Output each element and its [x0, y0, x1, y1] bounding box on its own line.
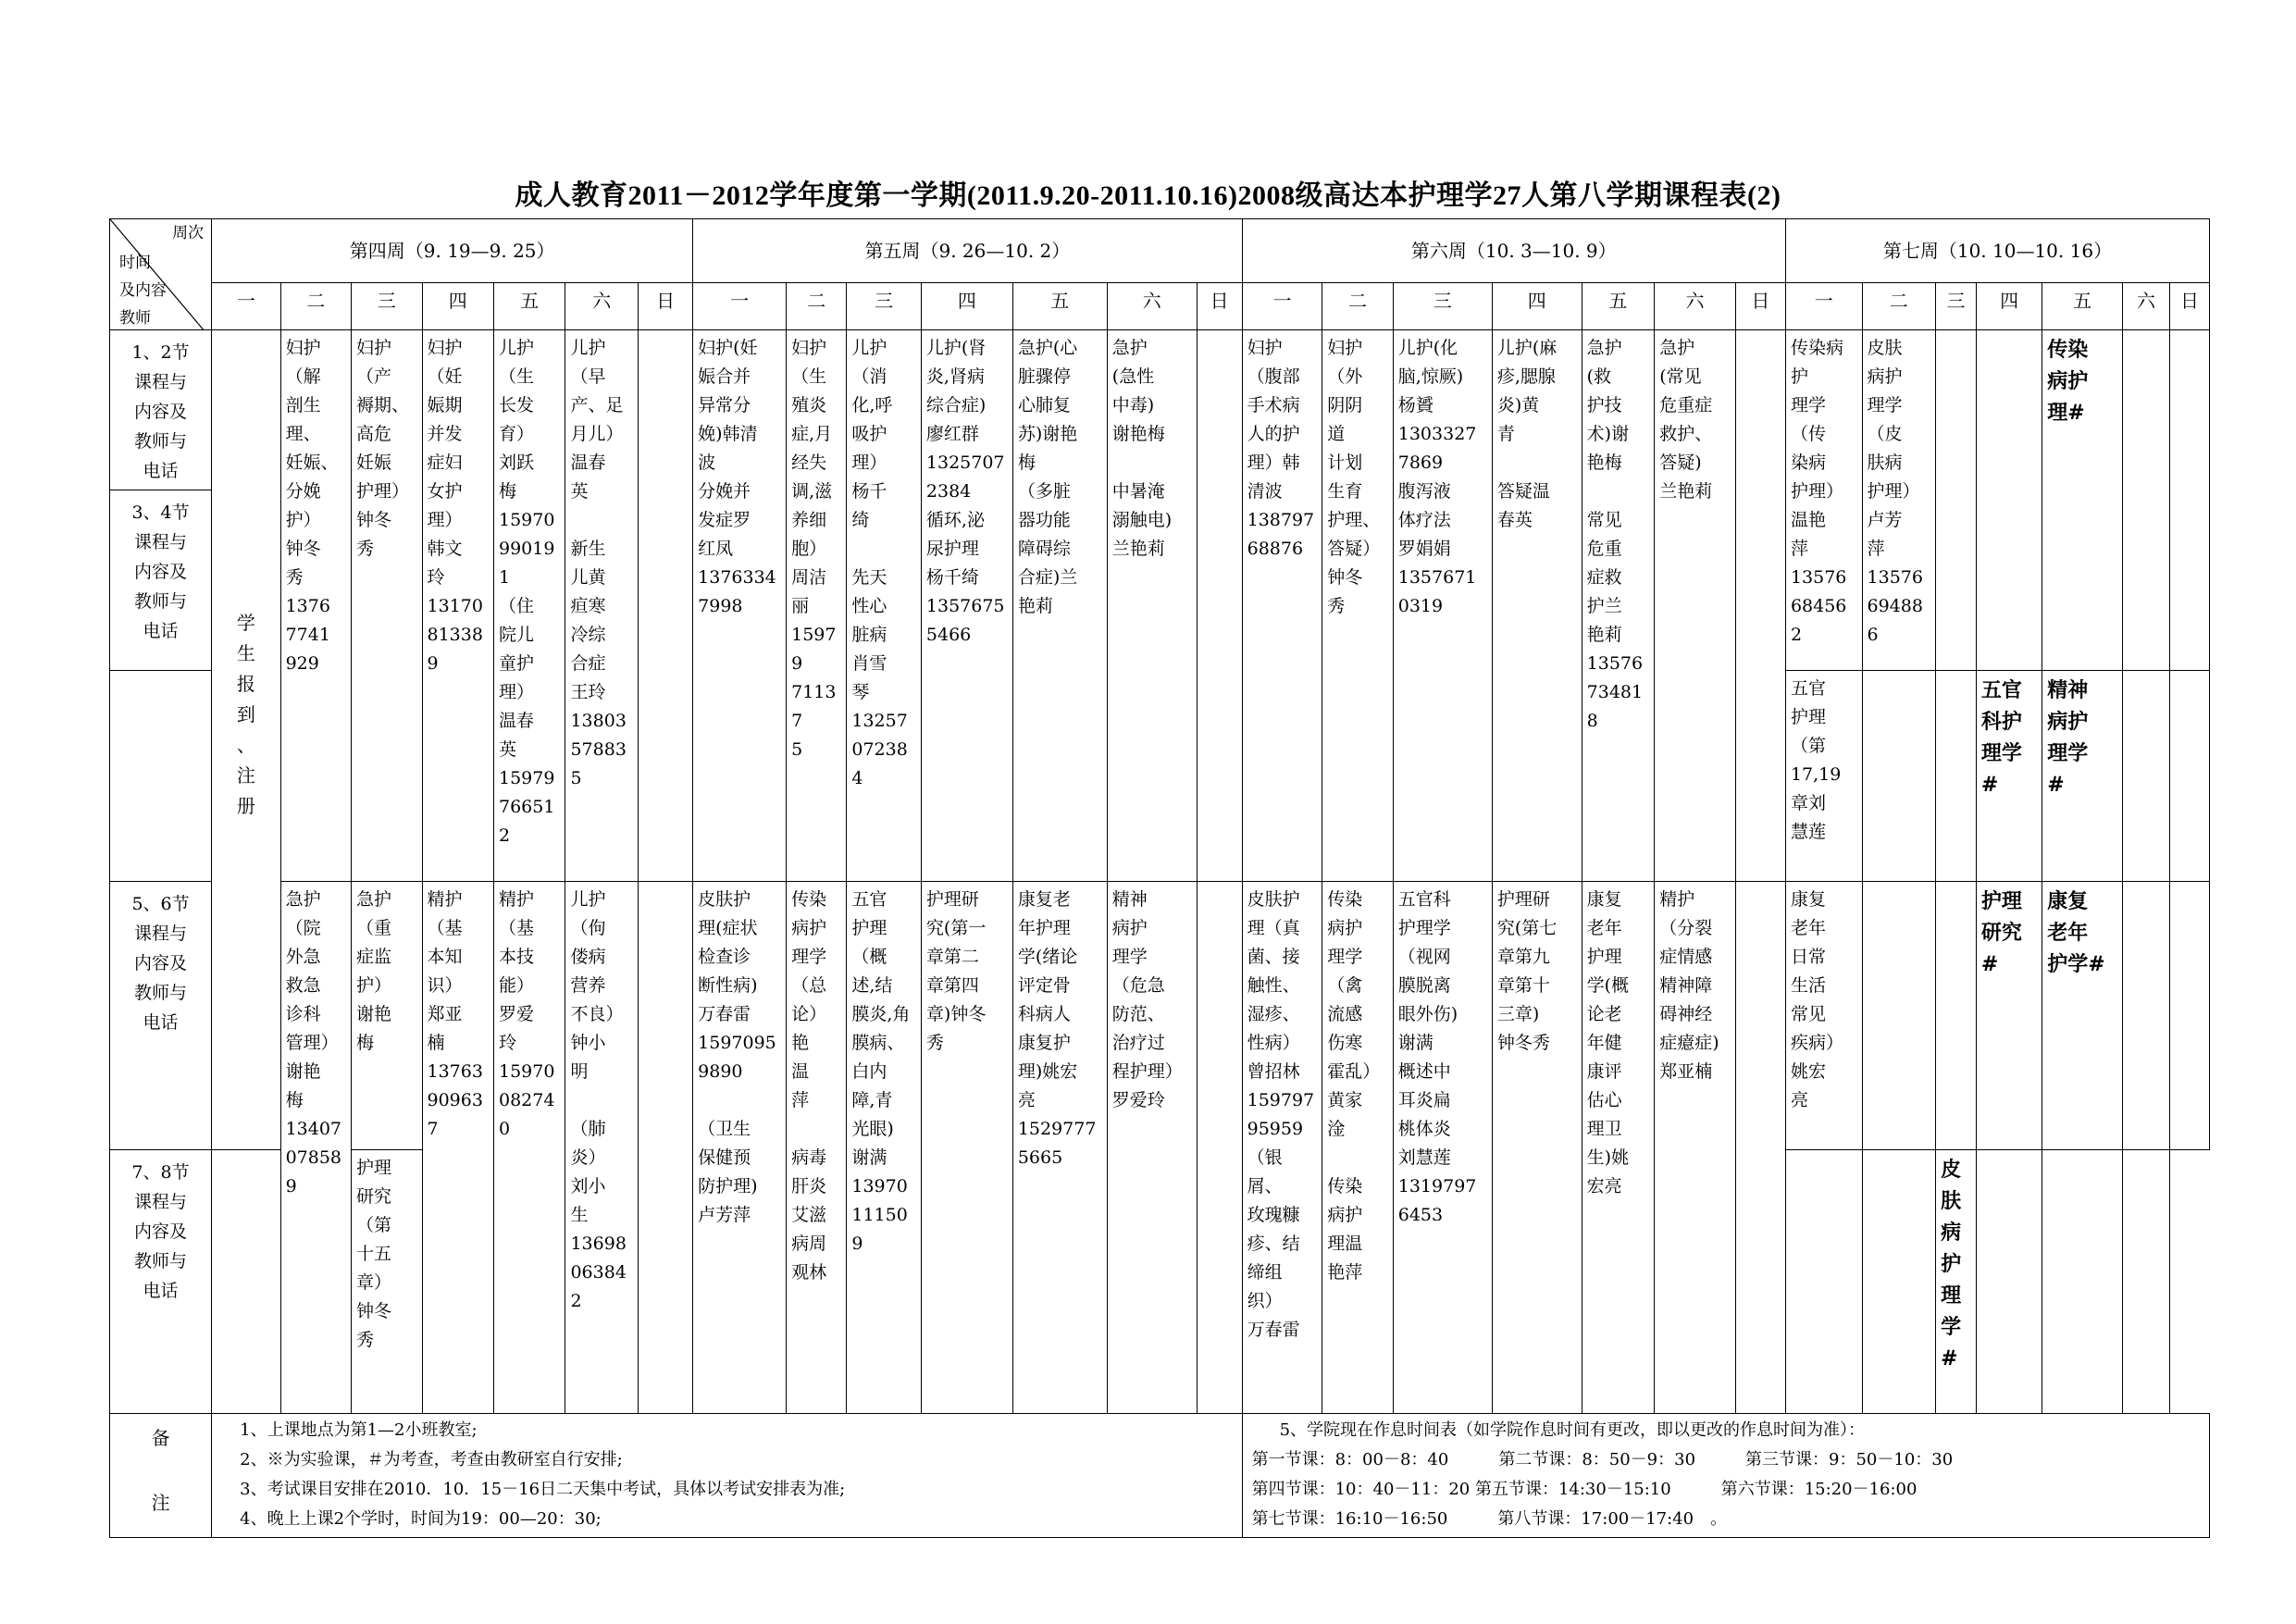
course-cell: 儿护 （生 长发 育） 刘跃 梅 15970 99019 1 （住 院儿 童护 理） 温春 英 15979 76651 2	[493, 330, 565, 882]
day-header: 六	[1655, 283, 1736, 330]
course-cell: 五官科 护理学 （视网 膜脱离 眼外伤) 谢满 概述中 耳炎扁 桃体炎 刘慧莲 1319797 6453	[1393, 882, 1492, 1414]
day-header: 二	[787, 283, 847, 330]
day-header: 四	[1492, 283, 1582, 330]
empty-cell	[638, 330, 692, 882]
day-header: 三	[847, 283, 922, 330]
course-cell: 儿护(化 脑,惊厥) 杨贇 1303327 7869 腹泻液 体疗法 罗娟娟 1357671 0319	[1393, 330, 1492, 882]
course-cell: 急护 (常见 危重症 救护、 答疑) 兰艳莉	[1655, 330, 1736, 882]
table-corner-header	[110, 219, 212, 330]
course-cell: 妇护 （妊 娠期 并发 症妇 女护 理） 韩文 玲 13170 81338 9	[422, 330, 493, 882]
day-header: 六	[1107, 283, 1197, 330]
day-header: 五	[1012, 283, 1107, 330]
course-cell: 儿护 （早 产、足 月儿） 温春 英 新生 儿黄 疸寒 冷综 合症 王玲 13803 57883 5	[565, 330, 639, 882]
day-header: 六	[2122, 283, 2169, 330]
note-item: 5、学院现在作息时间表（如学院作息时间有更改，即以更改的作息时间为准）：	[1279, 1420, 1866, 1440]
day-header: 四	[422, 283, 493, 330]
empty-cell	[1936, 330, 1977, 671]
empty-cell	[2122, 1150, 2169, 1414]
corner-week-label: 周次	[172, 224, 205, 242]
day-header-row	[110, 283, 2210, 330]
week-header-4: 第四周（9. 19—9. 25）	[212, 219, 693, 283]
course-cell: 康复 老年 护理 学(概 论老 年健 康评 估心 理卫 生)姚 宏亮	[1582, 882, 1655, 1414]
empty-cell	[2169, 671, 2209, 882]
course-cell: 传染 病护 理学 （禽 流感 伤寒 霍乱） 黄家 淦 传染 病护 理温 艳萍	[1322, 882, 1393, 1414]
note-item: 1、上课地点为第1—2小班教室;	[240, 1420, 478, 1440]
course-cell: 妇护 （产 褥期、 高危 妊娠 护理） 钟冬 秀	[352, 330, 422, 882]
course-cell: 五官 护理 （第 17,19 章刘 慧莲	[1785, 671, 1862, 882]
day-header: 日	[1735, 283, 1785, 330]
empty-cell	[1197, 330, 1242, 882]
empty-cell	[2169, 330, 2209, 671]
empty-cell	[2169, 882, 2209, 1150]
course-cell: 妇护 （外 阴阴 道 计划 生育 护理、 答疑） 钟冬 秀	[1322, 330, 1393, 882]
empty-cell	[1735, 882, 1785, 1414]
day-header: 日	[2169, 283, 2209, 330]
course-cell: 儿护 （消 化,呼 吸护 理） 杨千 绮 先天 性心 脏病 肖雪 琴 13257 07238 4	[847, 330, 922, 882]
course-cell: 妇护 （解 剖生 理、 妊娠、 分娩 护） 钟冬 秀 1376 7741 929	[280, 330, 351, 882]
empty-cell	[1936, 671, 1977, 882]
notes-label	[110, 1414, 212, 1538]
course-cell: 精护 （基 本知 识） 郑亚 楠 13763 90963 7	[422, 882, 493, 1414]
registration-cell: 学 生 报 到 、 注 册	[212, 330, 280, 1150]
day-header: 日	[1197, 283, 1242, 330]
empty-cell	[1976, 1150, 2042, 1414]
note-item: 3、考试课目安排在2010．10．15－16日二天集中考试，具体以考试安排表为准;	[240, 1480, 846, 1499]
empty-cell	[2122, 671, 2169, 882]
course-cell: 儿护 （佝 偻病 营养 不良） 钟小 明 （肺 炎） 刘小 生 13698 06384 2	[565, 882, 639, 1414]
empty-cell	[1862, 1150, 1936, 1414]
course-cell: 儿护(肾 炎,肾病 综合症) 廖红群 1325707 2384 循环,泌 尿护理 杨千绮 1357675 5466	[921, 330, 1012, 882]
day-header: 一	[1242, 283, 1322, 330]
note-item: 2、※为实验课，＃为考查，考查由教研室自行安排;	[240, 1450, 623, 1469]
slot-label-1-2: 1、2节 课程与 内容及 教师与 电话	[110, 330, 212, 490]
empty-cell	[1862, 671, 1936, 882]
day-header: 五	[2042, 283, 2123, 330]
course-schedule-table	[109, 218, 2210, 1538]
course-cell: 皮肤 病护 理学 #	[1936, 1150, 1977, 1414]
course-cell: 护理研 究(第七 章第九 章第十 三章) 钟冬秀	[1492, 882, 1582, 1414]
course-cell: 护理 研究 #	[1976, 882, 2042, 1150]
day-header: 四	[1976, 283, 2042, 330]
course-cell: 精神 病护 理学 （危急 防范、 治疗过 程护理） 罗爱玲	[1107, 882, 1197, 1414]
empty-cell	[2122, 330, 2169, 671]
day-header: 一	[693, 283, 787, 330]
week-header-6: 第六周（10. 3—10. 9）	[1242, 219, 1785, 283]
week-header-7: 第七周（10. 10—10. 16）	[1785, 219, 2209, 283]
course-cell: 传染 病护 理学 （总 论）艳 温 萍 病毒 肝炎 艾滋 病周 观林	[787, 882, 847, 1414]
course-cell: 儿护(麻 疹,腮腺 炎)黄 青 答疑温 春英	[1492, 330, 1582, 882]
course-cell: 传染 病护 理#	[2042, 330, 2123, 671]
day-header: 二	[1862, 283, 1936, 330]
empty-cell	[1197, 882, 1242, 1414]
slot-row-5-6	[110, 882, 2210, 1150]
corner-time-label: 时间 及内容 教师	[119, 254, 167, 328]
course-cell: 急护(心 脏骤停 心肺复 苏)谢艳 梅 （多脏 器功能 障碍综 合症)兰 艳莉	[1012, 330, 1107, 882]
day-header: 五	[493, 283, 565, 330]
empty-cell	[110, 671, 212, 882]
slot-label-7-8: 7、8节 课程与 内容及 教师与 电话	[110, 1150, 212, 1414]
course-cell: 康复老 年护理 学(绪论 评定骨 科病人 康复护 理)姚宏 亮 1529777 5665	[1012, 882, 1107, 1414]
course-cell: 传染病护 理学 （传 染病 护理） 温艳 萍 13576 68456 2	[1785, 330, 1862, 671]
empty-cell	[638, 882, 692, 1414]
course-cell: 精护 （基 本技 能） 罗爱 玲 15970 08274 0	[493, 882, 565, 1414]
timetable-row: 第一节课：8：00－8：40 第二节课：8：50－9：30 第三节课：9：50－10：30	[1251, 1450, 1954, 1469]
day-header: 四	[921, 283, 1012, 330]
empty-cell	[1785, 1150, 1862, 1414]
notes-right	[1242, 1414, 2209, 1538]
notes-label-a: 备	[151, 1427, 170, 1449]
course-cell: 妇护(妊 娠合并 异常分 娩)韩清 波 分娩并 发症罗 红凤 1376334 7998	[693, 330, 787, 882]
day-header: 五	[1582, 283, 1655, 330]
empty-cell	[1862, 882, 1936, 1150]
course-cell: 精神 病护 理学 #	[2042, 671, 2123, 882]
day-header: 一	[212, 283, 280, 330]
day-header: 三	[1936, 283, 1977, 330]
course-cell: 五官 护理 （概 述,结 膜炎,角 膜病、 白内 障,青 光眼) 谢满 13970 11150 9	[847, 882, 922, 1414]
course-cell: 护理研 究(第一 章第二 章第四 章)钟冬 秀	[921, 882, 1012, 1414]
course-cell: 急护 （重 症监 护） 谢艳 梅	[352, 882, 422, 1150]
course-cell: 皮肤 病护 理学 （皮 肤病 护理） 卢芳 萍 13576 69488 6	[1862, 330, 1936, 671]
schedule-title: 成人教育2011－2012学年度第一学期(2011.9.20-2011.10.16)2008级高达本护理学27人第八学期课程表(2)	[515, 180, 1781, 211]
notes-row	[110, 1414, 2210, 1538]
note-item: 4、晚上上课2个学时，时间为19：00—20：30;	[240, 1509, 602, 1529]
slot-label-5-6: 5、6节 课程与 内容及 教师与 电话	[110, 882, 212, 1150]
empty-cell	[2122, 882, 2169, 1150]
empty-cell	[1735, 330, 1785, 882]
notes-left	[212, 1414, 1242, 1538]
course-cell: 康复 老年 日常 生活 常见 疾病） 姚宏 亮	[1785, 882, 1862, 1150]
empty-cell	[2042, 1150, 2123, 1414]
course-cell: 妇护 （腹部 手术病 人的护 理）韩 清波 138797 68876	[1242, 330, 1322, 882]
empty-cell	[1936, 882, 1977, 1150]
day-header: 二	[1322, 283, 1393, 330]
empty-cell	[1976, 330, 2042, 671]
course-cell: 护理 研究 （第 十五 章） 钟冬 秀	[352, 1150, 422, 1414]
timetable-row: 第四节课：10：40－11：20 第五节课：14:30－15:10 第六节课：15:20－16:00	[1251, 1480, 1917, 1499]
day-header: 六	[565, 283, 639, 330]
course-cell: 康复 老年 护学#	[2042, 882, 2123, 1150]
day-header: 日	[638, 283, 692, 330]
slot-row-1-2	[110, 330, 2210, 490]
day-header: 三	[1393, 283, 1492, 330]
course-cell: 急护 （院 外急 救急 诊科 管理） 谢艳 梅 13407 07858 9	[280, 882, 351, 1414]
course-cell: 皮肤护 理(症状 检查诊 断性病) 万春雷 1597095 9890 （卫生 保健预 防护理) 卢芳萍	[693, 882, 787, 1414]
slot-label-3-4: 3、4节 课程与 内容及 教师与 电话	[110, 490, 212, 671]
empty-cell	[212, 1150, 280, 1414]
course-cell: 精护 （分裂 症情感 精神障 碍神经 症癔症) 郑亚楠	[1655, 882, 1736, 1414]
course-cell: 皮肤护 理（真 菌、接 触性、 湿疹、 性病） 曾招林 159797 95959 （银屑、 玫瑰糠 疹、结 缔组织） 万春雷	[1242, 882, 1322, 1414]
course-cell: 急护 (急性 中毒) 谢艳梅 中暑淹 溺触电) 兰艳莉	[1107, 330, 1197, 882]
day-header: 二	[280, 283, 351, 330]
course-cell: 急护 (救 护技 术)谢 艳梅 常见 危重 症救 护兰 艳莉 13576 73481 8	[1582, 330, 1655, 882]
day-header: 三	[352, 283, 422, 330]
day-header: 一	[1785, 283, 1862, 330]
notes-label-b: 注	[151, 1492, 170, 1514]
week-header-5: 第五周（9. 26—10. 2）	[693, 219, 1242, 283]
course-cell: 妇护 （生 殖炎 症,月 经失 调,滋 养细 胞） 周洁 丽 15979 71137 5	[787, 330, 847, 882]
timetable-row: 第七节课：16:10－16:50 第八节课：17:00－17:40 。	[1251, 1509, 1728, 1529]
course-cell: 五官 科护 理学 #	[1976, 671, 2042, 882]
